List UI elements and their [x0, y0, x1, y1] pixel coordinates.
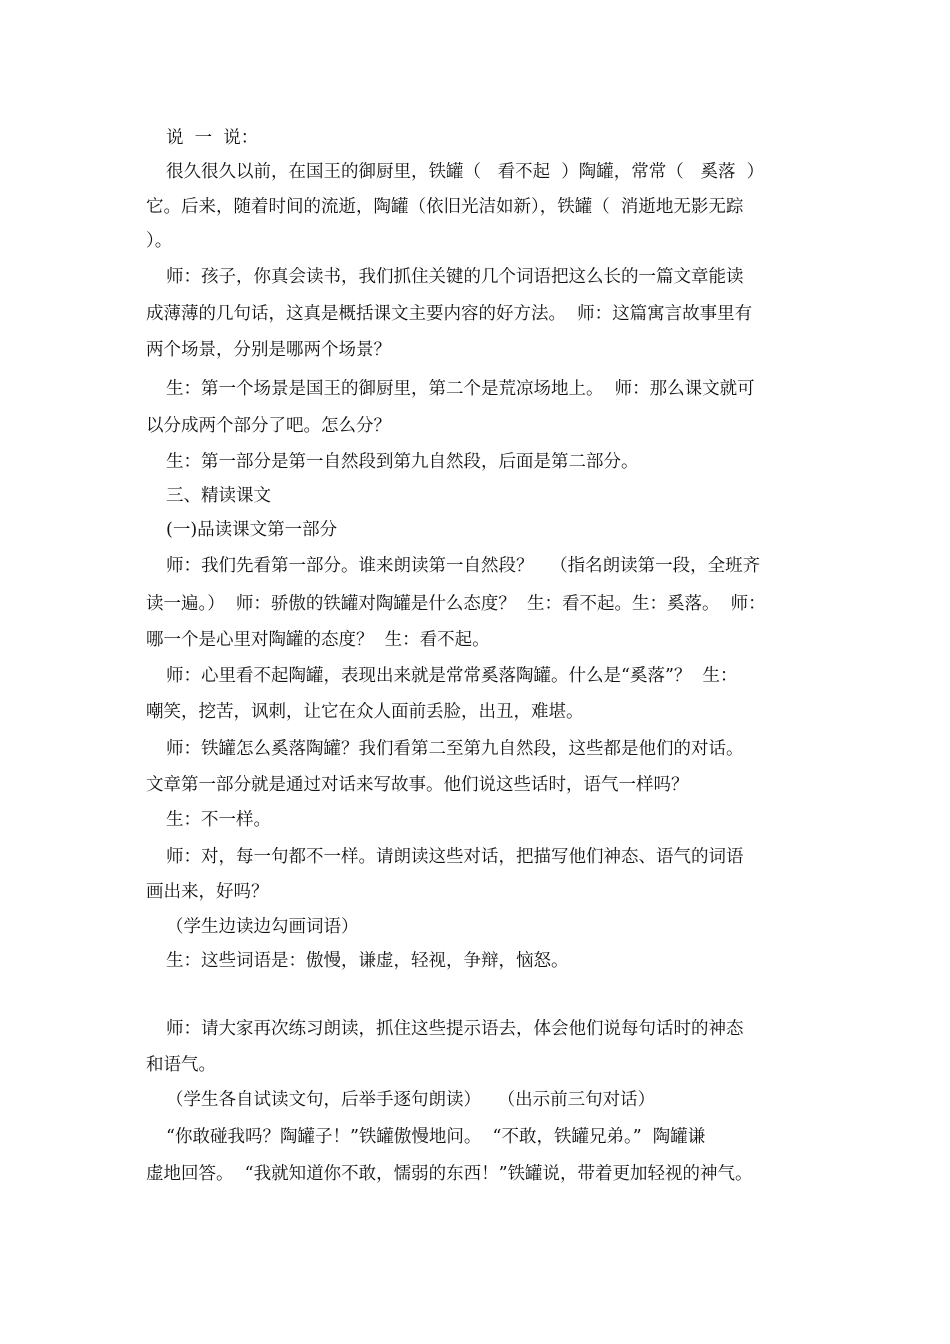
text-line: （学生各自试读文句，后举手逐句朗读） （出示前三句对话）	[166, 1090, 656, 1110]
text-line: 师：我们先看第一部分。谁来朗读第一自然段？ （指名朗读第一段，全班齐	[166, 556, 761, 576]
text-line: 和语气。	[146, 1055, 216, 1075]
text-line: 两个场景，分别是哪两个场景？	[146, 340, 391, 360]
section-heading: 三、精读课文	[166, 486, 271, 506]
text-line: 以分成两个部分了吧。怎么分？	[146, 416, 391, 436]
text-line: 哪一个是心里对陶罐的态度？ 生：看不起。	[146, 630, 490, 650]
text-line: ）。	[146, 231, 173, 251]
text-line: 生：不一样。	[166, 810, 271, 830]
text-line: （学生边读边勾画词语）	[166, 917, 359, 937]
text-line: 生：这些词语是：傲慢，谦虚，轻视，争辩，恼怒。	[166, 951, 569, 971]
text-line: 画出来，好吗？	[146, 882, 269, 902]
text-line: 师：请大家再次练习朗读，抓住这些提示语去，体会他们说每句话时的神态	[166, 1019, 744, 1039]
text-line: 成薄薄的几句话，这真是概括课文主要内容的好方法。 师：这篇寓言故事里有	[146, 304, 753, 324]
text-line: 读一遍。） 师：骄傲的铁罐对陶罐是什么态度？ 生：看不起。生：奚落。 师：	[146, 594, 766, 614]
text-line: 师：铁罐怎么奚落陶罐？我们看第二至第九自然段，这些都是他们的对话。	[166, 739, 744, 759]
text-line: 很久很久以前，在国王的御厨里，铁罐（ 看不起 ）陶罐，常常（ 奚落 ）	[166, 162, 765, 182]
text-line: “你敢碰我吗？陶罐子！”铁罐傲慢地问。 “不敢，铁罐兄弟。” 陶罐谦	[166, 1127, 706, 1147]
text-line: 说 一 说：	[166, 128, 259, 148]
text-line: 文章第一部分就是通过对话来写故事。他们说这些话时，语气一样吗？	[146, 775, 689, 795]
text-line: 它。后来，随着时间的流逝，陶罐（依旧光洁如新），铁罐（ 消逝地无影无踪	[146, 197, 744, 217]
text-line: 嘲笑，挖苦，讽刺，让它在众人面前丢脸，出丑，难堪。	[146, 702, 584, 722]
text-line: 生：第一部分是第一自然段到第九自然段，后面是第二部分。	[166, 452, 639, 472]
text-line: 师：心里看不起陶罐，表现出来就是常常奚落陶罐。什么是“奚落”？ 生：	[166, 666, 738, 686]
text-line: 虚地回答。 “我就知道你不敢，懦弱的东西！”铁罐说，带着更加轻视的神气。	[146, 1164, 753, 1184]
text-line: 师：对，每一句都不一样。请朗读这些对话，把描写他们神态、语气的词语	[166, 847, 744, 867]
text-line: 生：第一个场景是国王的御厨里，第二个是荒凉场地上。 师：那么课文就可	[166, 379, 755, 399]
subsection-heading: (一)品读课文第一部分	[166, 520, 338, 540]
text-line: 师：孩子，你真会读书，我们抓住关键的几个词语把这么长的一篇文章能读	[166, 267, 744, 287]
